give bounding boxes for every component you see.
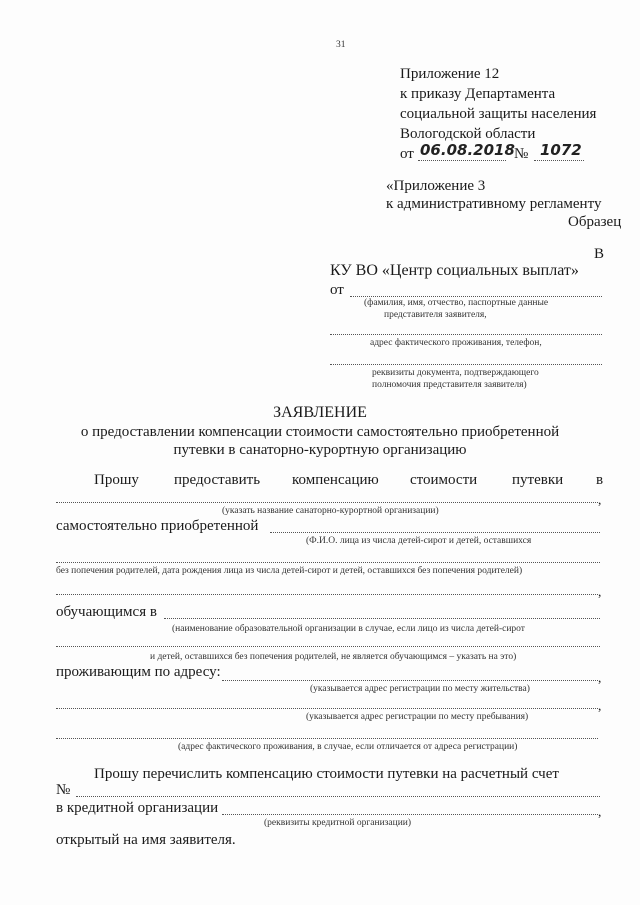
request-word-5: путевки	[512, 472, 564, 488]
order-number: 1072	[540, 141, 582, 159]
document-subtitle-2: путевки в санаторно-курортную организацию	[173, 442, 467, 458]
address-label: проживающим по адресу:	[56, 664, 221, 680]
request-word-3: компенсацию	[292, 472, 379, 488]
address-line-1	[222, 680, 598, 681]
request-word-2: предоставить	[174, 472, 261, 488]
credit-org-line	[222, 814, 598, 815]
school-line-2	[56, 646, 600, 647]
addressee-from: от	[330, 282, 344, 298]
address-hint-3: (адрес фактического проживания, в случае, если отличается от адреса регистрации)	[178, 742, 518, 752]
applicant-hint-2: адрес фактического проживания, телефон,	[370, 338, 542, 348]
school-line	[164, 618, 600, 619]
request-word-4: стоимости	[410, 472, 478, 488]
child-name-hint-1: (Ф.И.О. лица из числа детей-сирот и детей, оставшихся	[306, 536, 532, 546]
document-title: ЗАЯВЛЕНИЕ	[273, 404, 367, 421]
appendix12-line2: к приказу Департамента	[400, 86, 556, 102]
school-hint-1: (наименование образовательной организации в случае, если лицо из числа детей-сирот	[172, 624, 525, 634]
child-dob-line	[56, 562, 600, 563]
order-number-line	[534, 160, 584, 161]
account-number-line	[76, 796, 600, 797]
appendix12-from: от	[400, 146, 414, 162]
document-page: 31 Приложение 12 к приказу Департамента социальной защиты населения Вологодской области от 06.08.2018 № 1072 «Приложение 3 к административному регламенту Образец В КУ ВО «Центр социальных выплат» от (фамилия, имя, отчество, паспортные данные представителя заявителя, адрес фактического проживания, телефон, реквизиты документа, подтверждающего полномочия представителя заявителя) ЗАЯВЛЕНИЕ о предоставлении компенсации стоимости самостоятельно приобретенной путевки в санаторно-курортную организацию Прошу предоставить компенсацию стоимости путевки в , (указать название санаторно-курортной организации) самостоятельно приобретенной (Ф.И.О. лица из числа детей-сирот и детей, оставшихся без попечения родителей, дата рождения лица из числа детей-сирот и детей, оставшихся без попечения родителей) , обучающимся в (наименование образовательной организации в случае, если лицо из числа детей-сирот и детей, оставшихся без попечения родителей, не является обучающимся – указать на это) проживающим по адресу: , (указывается адрес регистрации по месту жительства) , (указывается адрес регистрации по месту пребывания) (адрес фактического проживания, в случае, если отличается от адреса регистрации) Прошу перечислить компенсацию стоимости путевки на расчетный счет № в кредитной организации , (реквизиты кредитной организации) открытый на имя заявителя.	[0, 0, 640, 905]
request-word-6: в	[596, 472, 604, 488]
applicant-hint-3a: реквизиты документа, подтверждающего	[372, 368, 539, 378]
account-number-sign: №	[56, 782, 71, 798]
addressee-org: КУ ВО «Центр социальных выплат»	[330, 262, 579, 279]
address-hint-2: (указывается адрес регистрации по месту пребывания)	[306, 712, 529, 722]
sanatorium-hint: (указать название санаторно-курортной организации)	[222, 506, 439, 516]
request-word-1: Прошу	[94, 472, 139, 488]
order-date: 06.08.2018	[420, 141, 515, 159]
credit-org-label: в кредитной организации	[56, 800, 219, 816]
address-line-2	[56, 708, 598, 709]
applicant-line-1	[350, 296, 602, 297]
appendix3-sample: Образец	[568, 214, 622, 230]
applicant-hint-3b: полномочия представителя заявителя)	[372, 380, 527, 390]
studying-label: обучающимся в	[56, 604, 157, 620]
order-date-line	[418, 160, 506, 161]
order-number-sign: №	[514, 146, 529, 162]
applicant-line-2	[330, 334, 602, 335]
applicant-hint-1a: (фамилия, имя, отчество, паспортные данные	[364, 298, 549, 308]
address-line-3	[56, 738, 598, 739]
child-extra-line	[56, 594, 598, 595]
page-number: 31	[336, 40, 346, 50]
addressee-to: В	[594, 246, 605, 262]
appendix12-line4: Вологодской области	[400, 126, 536, 142]
appendix12-line3: социальной защиты населения	[400, 106, 597, 122]
self-bought-label: самостоятельно приобретенной	[56, 518, 259, 534]
transfer-request: Прошу перечислить компенсацию стоимости путевки на расчетный счет	[94, 766, 559, 782]
opened-label: открытый на имя заявителя.	[56, 832, 236, 848]
appendix12-line1: Приложение 12	[400, 66, 500, 82]
child-name-hint-2: без попечения родителей, дата рождения лица из числа детей-сирот и детей, оставшихся без попечения родителей)	[56, 566, 523, 576]
address-hint-1: (указывается адрес регистрации по месту жительства)	[310, 684, 530, 694]
document-subtitle-1: о предоставлении компенсации стоимости самостоятельно приобретенной	[80, 424, 560, 440]
child-name-line	[270, 532, 600, 533]
school-hint-2: и детей, оставшихся без попечения родителей, не является обучающимся – указать на это)	[150, 652, 517, 662]
applicant-line-3	[330, 364, 602, 365]
appendix3-line1: «Приложение 3	[386, 178, 486, 194]
sanatorium-line	[56, 502, 598, 503]
applicant-hint-1b: представителя заявителя,	[384, 310, 487, 320]
credit-org-hint: (реквизиты кредитной организации)	[264, 818, 412, 828]
appendix3-line2: к административному регламенту	[386, 196, 602, 212]
